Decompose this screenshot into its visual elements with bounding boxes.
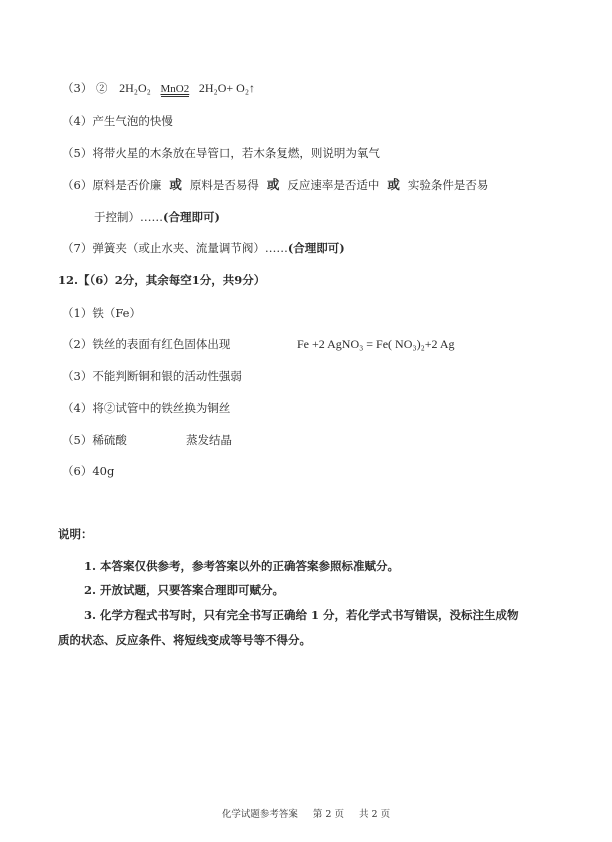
criterion-d: 实验条件是否易: [407, 178, 489, 192]
note-2: 2. 开放试题，只要答案合理即可赋分。: [84, 583, 285, 597]
note-3-line2: 质的状态、反应条件、将短线变成等号等不得分。: [58, 633, 311, 647]
footer-title: 化学试题参考答案: [221, 809, 298, 820]
q12-item3: （3）不能判断铜和银的活动性强弱: [62, 369, 242, 383]
item5-answer-a: （5）稀硫酸: [62, 433, 127, 447]
q12-header: 12.【（6）2分，其余每空1分，共9分）: [58, 273, 266, 287]
item-label: （6）: [62, 178, 93, 192]
q12-item5: [62, 432, 127, 448]
item2-text: （2）铁丝的表面有红色固体出现: [62, 337, 231, 351]
q12-item2: [62, 336, 230, 352]
catalyst-condition: [161, 84, 190, 97]
page-footer: [0, 806, 612, 820]
catalyst-text: MnO2: [160, 83, 190, 95]
criterion-c: 反应速率是否适中: [287, 178, 380, 192]
continuation-text: 于控制）……: [94, 210, 163, 224]
q11-item5: （5）将带火星的木条放在导管口，若木条复燃，则说明为氧气: [62, 146, 380, 160]
or-word: 或: [169, 177, 182, 192]
or-word: 或: [266, 177, 280, 192]
criterion-b: 原料是否易得: [189, 178, 259, 192]
q12-item5-answer-b: 蒸发结晶: [186, 433, 232, 447]
q12-item4: （4）将②试管中的铁丝换为铜丝: [62, 401, 231, 415]
circled-number: ②: [95, 81, 108, 95]
q11-item6-continuation: [94, 209, 220, 225]
item7-text: （7）弹簧夹（或止水夹、流量调节阀）……: [62, 241, 288, 255]
reaction-bar: [161, 96, 190, 97]
reasonable-note: (合理即可): [287, 241, 345, 255]
criterion-a: 原料是否价廉: [92, 178, 162, 192]
or-word: 或: [387, 177, 400, 192]
equation-rhs: 2H₂O+ O₂↑: [198, 81, 256, 95]
note-3-line1: 3. 化学方程式书写时，只有完全书写正确给 1 分，若化学式书写错误，没标注生成物: [84, 608, 519, 622]
q11-item4: （4）产生气泡的快慢: [62, 114, 173, 128]
q11-item3: [62, 80, 255, 97]
footer-total-pages: 共 2 页: [359, 809, 391, 820]
reasonable-note: (合理即可): [163, 210, 220, 224]
q12-item1: （1）铁（Fe）: [62, 306, 141, 320]
equation-lhs: 2H₂O₂: [119, 81, 151, 95]
q11-item7: [62, 240, 345, 256]
note-1: 1. 本答案仅供参考，参考答案以外的正确答案参照标准赋分。: [84, 559, 400, 573]
footer-page-number: 第 2 页: [312, 809, 344, 820]
q12-item6: （6）40g: [62, 464, 115, 478]
notes-title: 说明：: [58, 527, 93, 541]
q12-item2-formula: Fe +2 AgNO₃ = Fe( NO₃)₂+2 Ag: [297, 337, 455, 351]
q11-item6: [62, 177, 488, 193]
item-label: （3）: [62, 81, 93, 95]
